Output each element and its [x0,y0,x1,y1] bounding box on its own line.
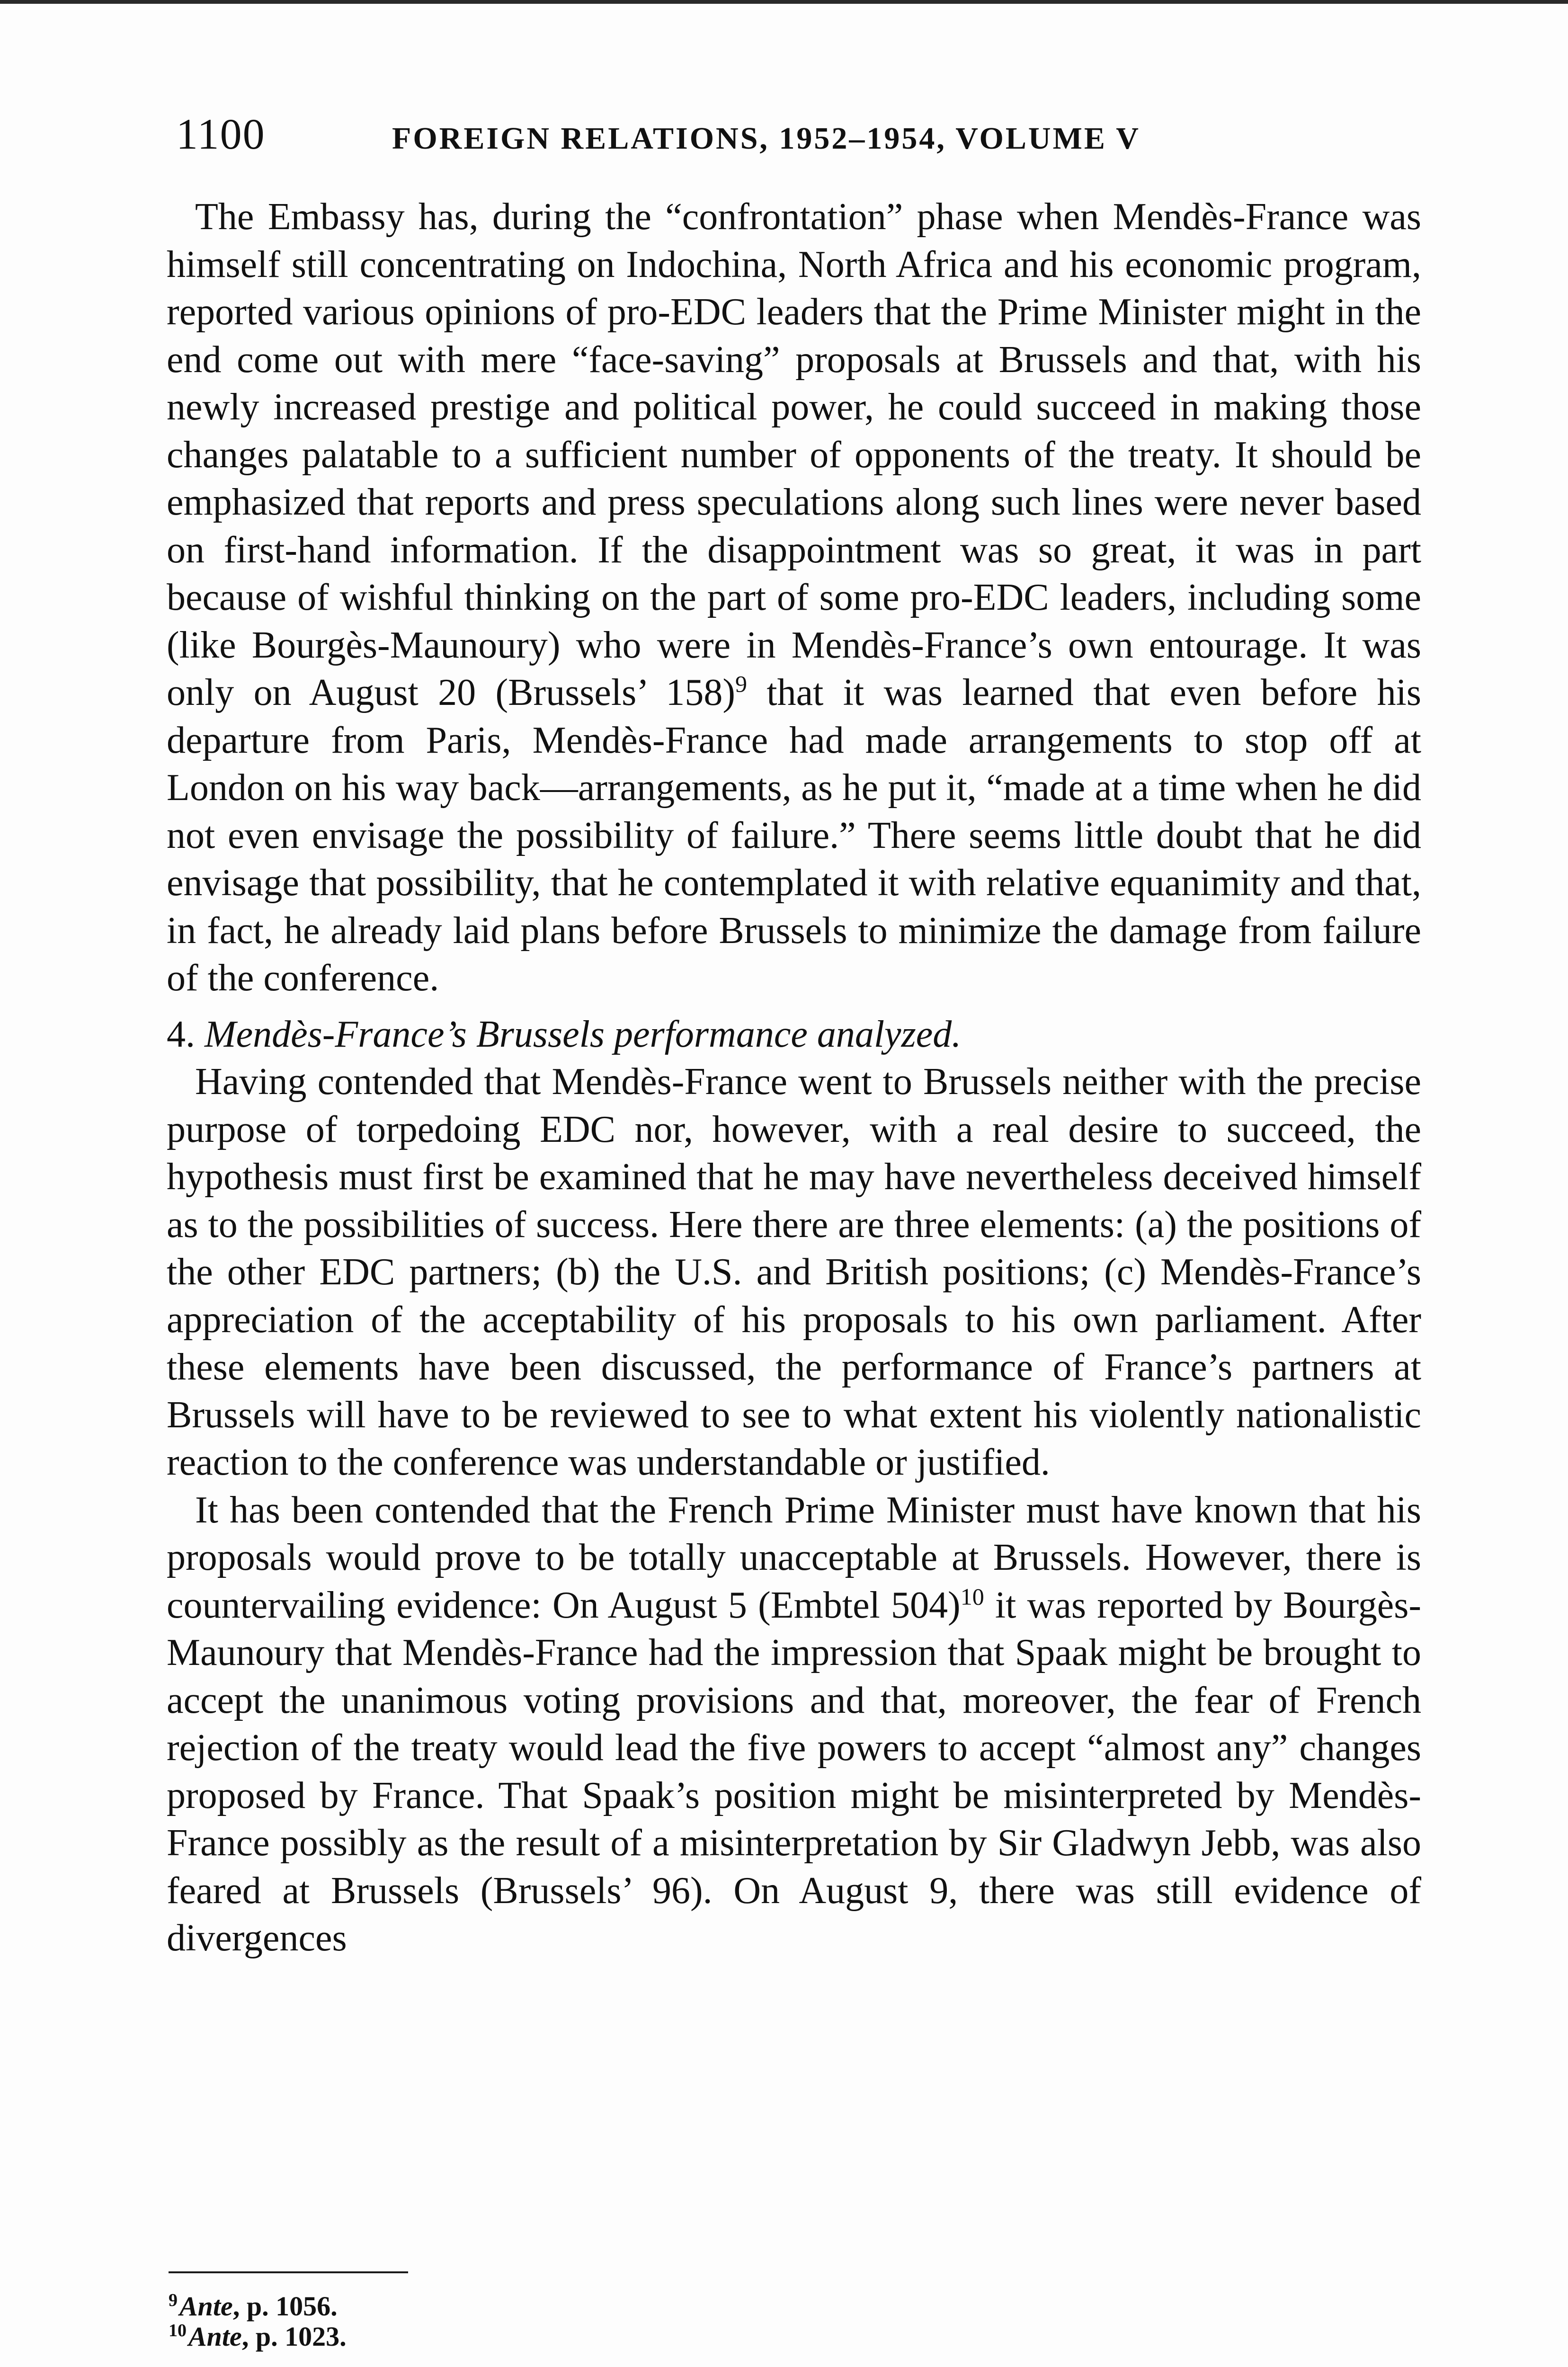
paragraph-hypothesis [167,1058,1421,1486]
footnote-mark: 9 [169,2290,178,2310]
page-header [176,108,1426,160]
running-head: FOREIGN RELATIONS, 1952–1954, VOLUME V [392,121,1140,156]
footnote-label: Ante [179,2291,233,2322]
footnote-label: Ante [188,2321,242,2352]
section-number: 4. [167,1013,195,1055]
footnote-reference: 10 [960,1583,984,1610]
footnote-item [169,2322,737,2352]
section-heading [167,1011,1421,1059]
footnote-mark: 10 [169,2320,187,2340]
paragraph-text: The Embassy has, during the “confrontation” phase when Mendès-France was himself still concentrating on Indochina, North Africa and his economic program, reported various opinions of pro-EDC leaders that the Prime Minister might in the end come out with mere “face-saving” proposals at Brussels and that, with his newly increased prestige and political power, he could succeed in making those changes palatable to a sufficient number of opponents of the treaty. It should be emphasized that reports and press speculations along such lines were never based on first-hand information. If the disappointment was so great, it was in part because of wishful thinking on the part of some pro-EDC leaders, including some (like Bourgès-Maunoury) who were in Mendès-France’s own entourage. It was only on August 20 (Brussels’ 158) [167,196,1421,713]
section-title: Mendès-France’s Brussels performance analyzed. [205,1013,962,1055]
paragraph-text-continued: it was reported by Bourgès-Maunoury that Mendès-France had the impression that Spaak might be brought to accept the unanimous voting provisions and that, moreover, the fear of French rejection of the treaty would lead the five powers to accept “almost any” changes proposed by France. That Spaak’s position might be misinterpreted by Mendès-France possibly as the result of a misinterpretation by Sir Gladwyn Jebb, was also feared at Brussels (Brussels’ 96). On August 9, there was still evidence of divergences [167,1584,1421,1959]
scan-top-edge [0,0,1568,4]
paragraph-text: Having contended that Mendès-France went to Brussels neither with the precise purpose of torpedoing EDC nor, however, with a real desire to succeed, the hypothesis must first be examined that he may have nevertheless deceived himself as to the possibilities of success. Here there are three elements: (a) the positions of the other EDC partners; (b) the U.S. and British positions; (c) Mendès-France’s appreciation of the acceptability of his proposals to his own parliament. After these elements have been discussed, the performance of France’s partners at Brussels will have to be reviewed to see to what extent his violently nationalistic reaction to the conference was understandable or justified. [167,1061,1421,1483]
footnote-item [169,2291,737,2322]
paragraph-confrontation [167,193,1421,1002]
footnote-divider [169,2271,408,2273]
footnote-reference: 9 [735,670,748,697]
body-text [167,193,1421,1962]
footnote-text: , p. 1056. [232,2291,338,2322]
paragraph-countervailing-evidence [167,1486,1421,1962]
paragraph-text: It has been contended that the French Prime Minister must have known that his proposals would prove to be totally unacceptable at Brussels. However, there is countervailing evidence: On August 5 (Embtel 504) [167,1489,1421,1626]
footnotes [169,2291,737,2352]
footnote-text: , p. 1023. [241,2321,347,2352]
paragraph-text-continued: that it was learned that even before his departure from Paris, Mendès-France had made arrangements to stop off at London on his way back—arrangements, as he put it, “made at a time when he did not even envisage the possibility of failure.” There seems little doubt that he did envisage that possibility, that he contemplated it with relative equanimity and that, in fact, he already laid plans before Brussels to minimize the damage from failure of the conference. [167,672,1421,999]
page-number: 1100 [176,110,266,158]
